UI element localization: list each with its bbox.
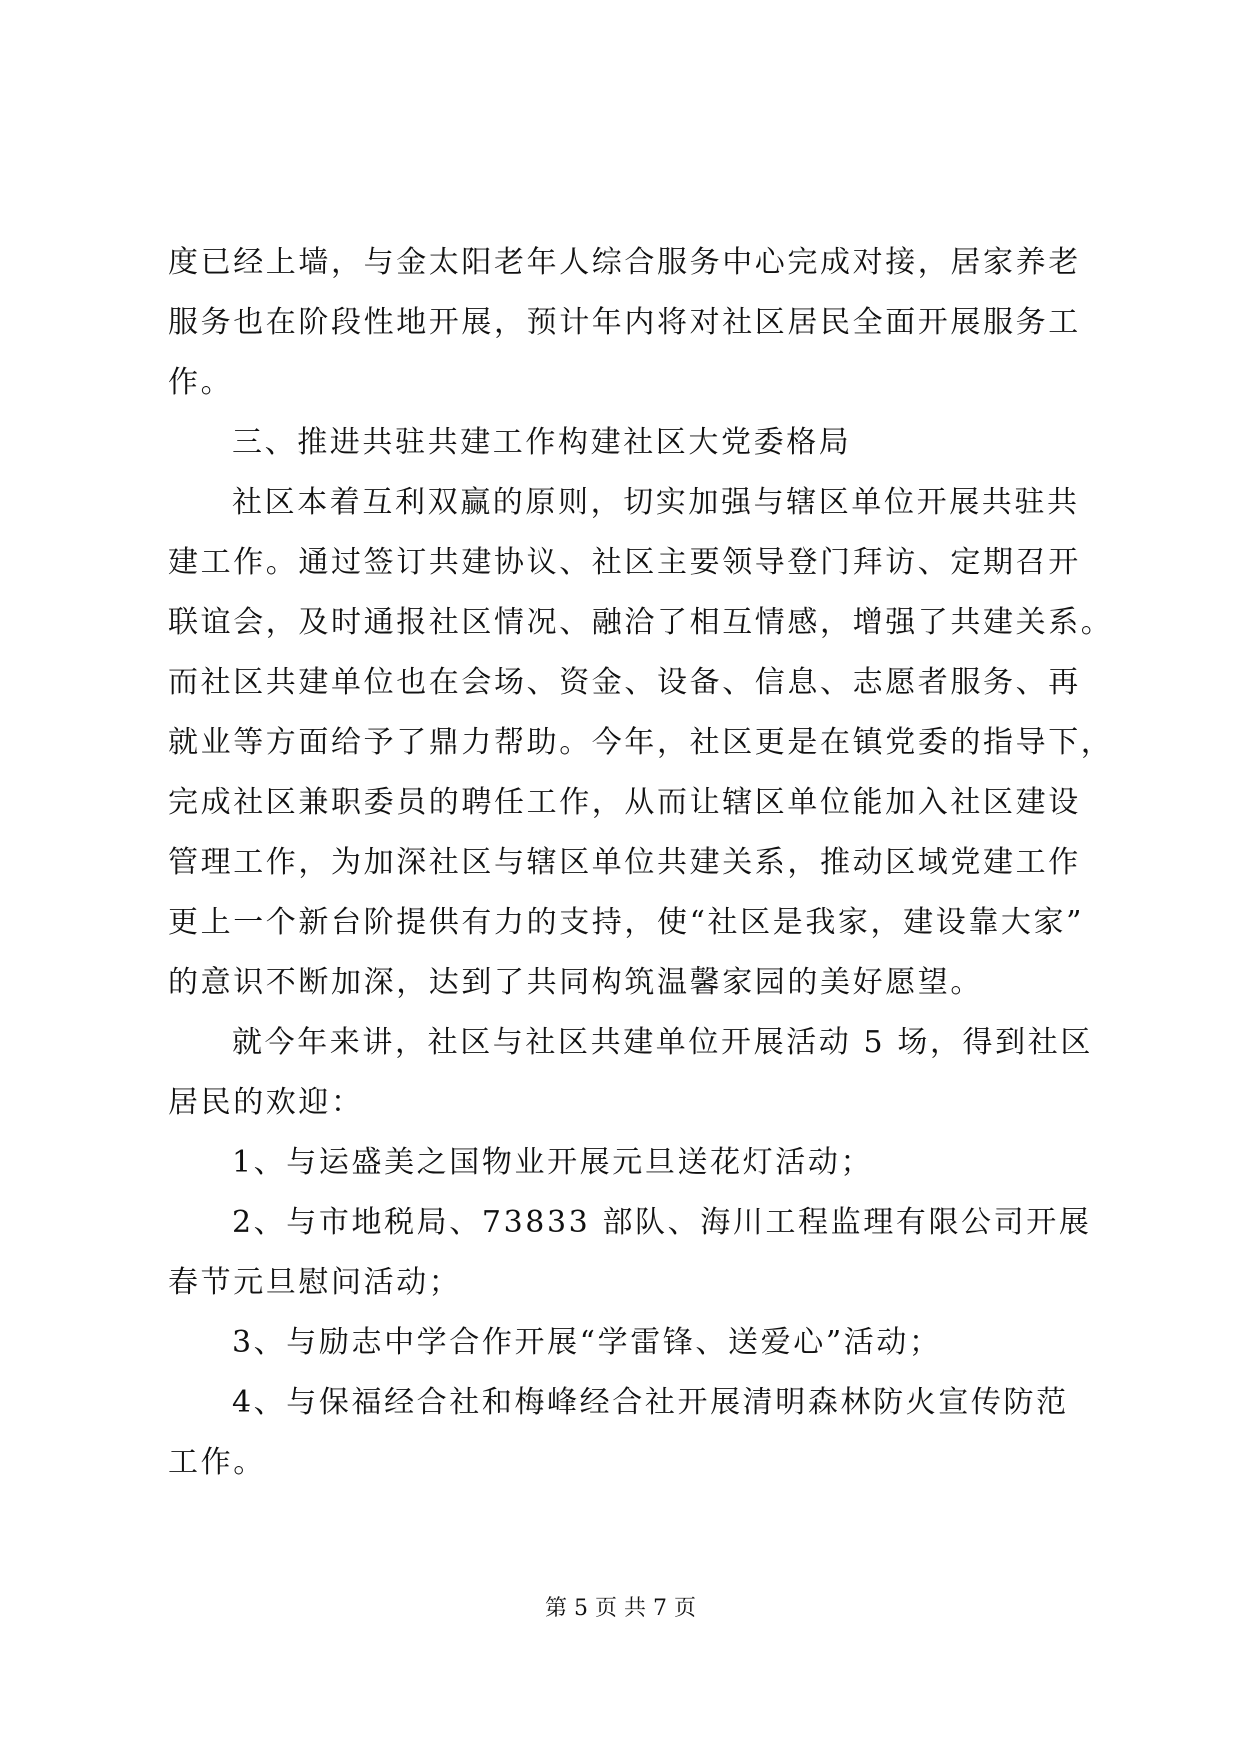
list-item: 4、与保福经合社和梅峰经合社开展清明森林防火宣传防范 bbox=[232, 1385, 1069, 1420]
text-line: 居民的欢迎： bbox=[168, 1085, 364, 1120]
text-line: 联谊会，及时通报社区情况、融洽了相互情感，增强了共建关系。 bbox=[168, 605, 1114, 640]
text-line: 建工作。通过签订共建协议、社区主要领导登门拜访、定期召开 bbox=[168, 545, 1081, 580]
text-line: 工作。 bbox=[168, 1445, 266, 1480]
text-line: 的意识不断加深，达到了共同构筑温馨家园的美好愿望。 bbox=[168, 965, 983, 1000]
text-line: 而社区共建单位也在会场、资金、设备、信息、志愿者服务、再 bbox=[168, 665, 1081, 700]
text-line: 更上一个新台阶提供有力的支持，使“社区是我家，建设靠大家” bbox=[168, 905, 1085, 940]
section-heading: 三、推进共驻共建工作构建社区大党委格局 bbox=[232, 425, 852, 460]
text-line: 度已经上墙，与金太阳老年人综合服务中心完成对接，居家养老 bbox=[168, 245, 1081, 280]
page-footer: 第 5 页 共 7 页 bbox=[545, 1596, 696, 1621]
document-body bbox=[168, 233, 1114, 1493]
text-line: 社区本着互利双赢的原则，切实加强与辖区单位开展共驻共 bbox=[232, 485, 1080, 520]
list-item: 2、与市地税局、73833 部队、海川工程监理有限公司开展 bbox=[232, 1205, 1092, 1240]
text-line: 完成社区兼职委员的聘任工作，从而让辖区单位能加入社区建设 bbox=[168, 785, 1081, 820]
text-line: 作。 bbox=[168, 365, 234, 400]
text-line: 服务也在阶段性地开展，预计年内将对社区居民全面开展服务工 bbox=[168, 305, 1081, 340]
text-line: 就今年来讲，社区与社区共建单位开展活动 5 场，得到社区 bbox=[232, 1025, 1093, 1060]
text-line: 就业等方面给予了鼎力帮助。今年，社区更是在镇党委的指导下， bbox=[168, 725, 1114, 760]
text-line: 春节元旦慰问活动； bbox=[168, 1265, 462, 1300]
text-line: 管理工作，为加深社区与辖区单位共建关系，推动区域党建工作 bbox=[168, 845, 1081, 880]
list-item: 1、与运盛美之国物业开展元旦送花灯活动； bbox=[232, 1145, 874, 1180]
list-item: 3、与励志中学合作开展“学雷锋、送爱心”活动； bbox=[232, 1325, 942, 1360]
